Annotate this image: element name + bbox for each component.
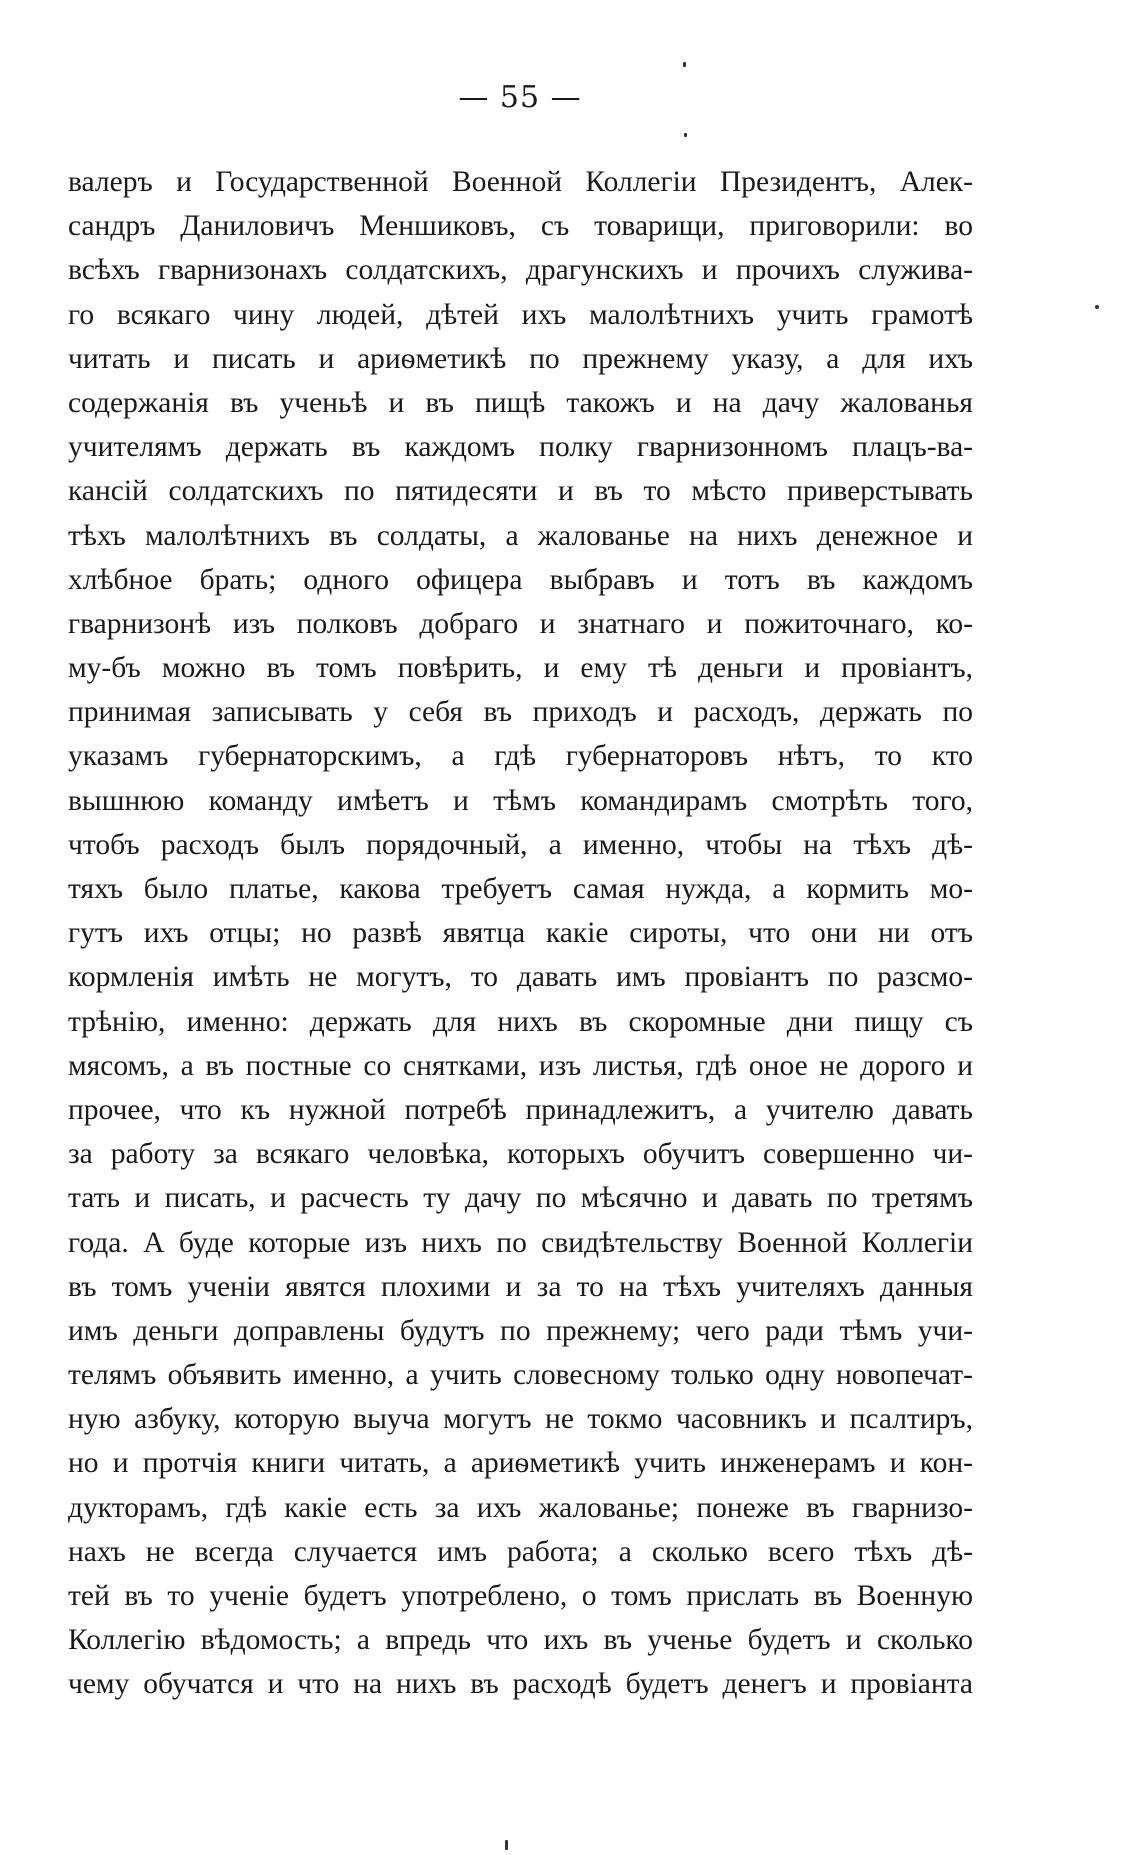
text-line: хлѣбное брать; одного офицера выбравъ и тотъ въ каждомъ [68,563,973,596]
text-line: телямъ объявить именно, а учить словесному только одну новопечат- [68,1359,973,1392]
text-line: кормленія имѣть не могутъ, то давать имъ провіантъ по разсмо- [68,961,973,994]
text-line: кансій солдатскихъ по пятидесяти и въ то мѣсто приверстывать [68,475,973,508]
text-line: принимая записывать у себя въ приходъ и расходъ, держать по [68,696,973,729]
text-line: мясомъ, а въ постные со снятками, изъ листья, гдѣ оное не дорого и [68,1049,973,1082]
text-line: но и протчія книги читать, а ариѳметикѣ учить инженерамъ и кон- [68,1447,973,1480]
text-line: гварнизонѣ изъ полковъ добраго и знатнаго и пожиточнаго, ко- [68,607,973,640]
text-line: валеръ и Государственной Военной Коллегіи Президентъ, Алек- [68,166,973,198]
text-line: дукторамъ, гдѣ какіе есть за ихъ жалованье; понеже въ гварнизо- [68,1491,973,1524]
text-line: Коллегію вѣдомость; а впредь что ихъ въ ученье будетъ и сколько [68,1624,973,1657]
text-line: гутъ ихъ отцы; но развѣ явятца какіе сироты, что они ни отъ [68,917,973,950]
body-text [68,160,973,1707]
text-line: въ томъ ученіи явятся плохими и за то на тѣхъ учителяхъ данныя [68,1270,973,1303]
scan-speck [684,133,687,137]
text-line: тяхъ было платье, какова требуетъ самая нужда, а кормить мо- [68,873,973,905]
text-line: читать и писать и ариѳметикѣ по прежнему указу, а для ихъ [68,342,973,375]
scan-speck [1095,305,1099,309]
text-line: сандръ Даниловичъ Меншиковъ, съ товарищи, приговорили: во [68,210,973,243]
page-number: — 55 — [458,80,582,115]
text-line: года. А буде которые изъ нихъ по свидѣтельству Военной Коллегіи [68,1226,973,1259]
scan-speck [505,1840,508,1850]
text-line: чему обучатся и что на нихъ въ расходѣ будетъ денегъ и провіанта [68,1668,973,1701]
text-line: всѣхъ гварнизонахъ солдатскихъ, драгунскихъ и прочихъ служива- [68,254,973,287]
text-line: чтобъ расходъ былъ порядочный, а именно, чтобы на тѣхъ дѣ- [68,828,973,861]
text-line: тѣхъ малолѣтнихъ въ солдаты, а жалованье на нихъ денежное и [68,519,973,552]
text-line: нахъ не всегда случается имъ работа; а сколько всего тѣхъ дѣ- [68,1535,973,1568]
text-line: имъ деньги доправлены будутъ по прежнему; чего ради тѣмъ учи- [68,1314,973,1347]
text-line: учителямъ держать въ каждомъ полку гварнизонномъ плацъ-ва- [68,431,973,464]
text-line: указамъ губернаторскимъ, а гдѣ губернаторовъ нѣтъ, то кто [68,740,973,773]
text-line: тей въ то ученіе будетъ употреблено, о томъ прислать въ Военную [68,1580,973,1612]
text-line: го всякаго чину людей, дѣтей ихъ малолѣтнихъ учить грамотѣ [68,298,973,331]
text-line: трѣнію, именно: держать для нихъ въ скоромные дни пищу съ [68,1005,973,1038]
text-line: прочее, что къ нужной потребѣ принадлежитъ, а учителю давать [68,1093,973,1126]
scan-speck [683,62,686,67]
text-line: содержанія въ ученьѣ и въ пищѣ такожъ и на дачу жалованья [68,386,973,419]
text-line: вышнюю команду имѣетъ и тѣмъ командирамъ смотрѣть того, [68,784,973,817]
text-line: тать и писать, и расчесть ту дачу по мѣсячно и давать по третямъ [68,1182,973,1215]
text-line: за работу за всякаго человѣка, которыхъ обучитъ совершенно чи- [68,1138,973,1171]
text-line: му-бъ можно въ томъ повѣрить, и ему тѣ деньги и провіантъ, [68,652,973,685]
text-line: ную азбуку, которую выуча могутъ не токмо часовникъ и псалтиръ, [68,1403,973,1436]
